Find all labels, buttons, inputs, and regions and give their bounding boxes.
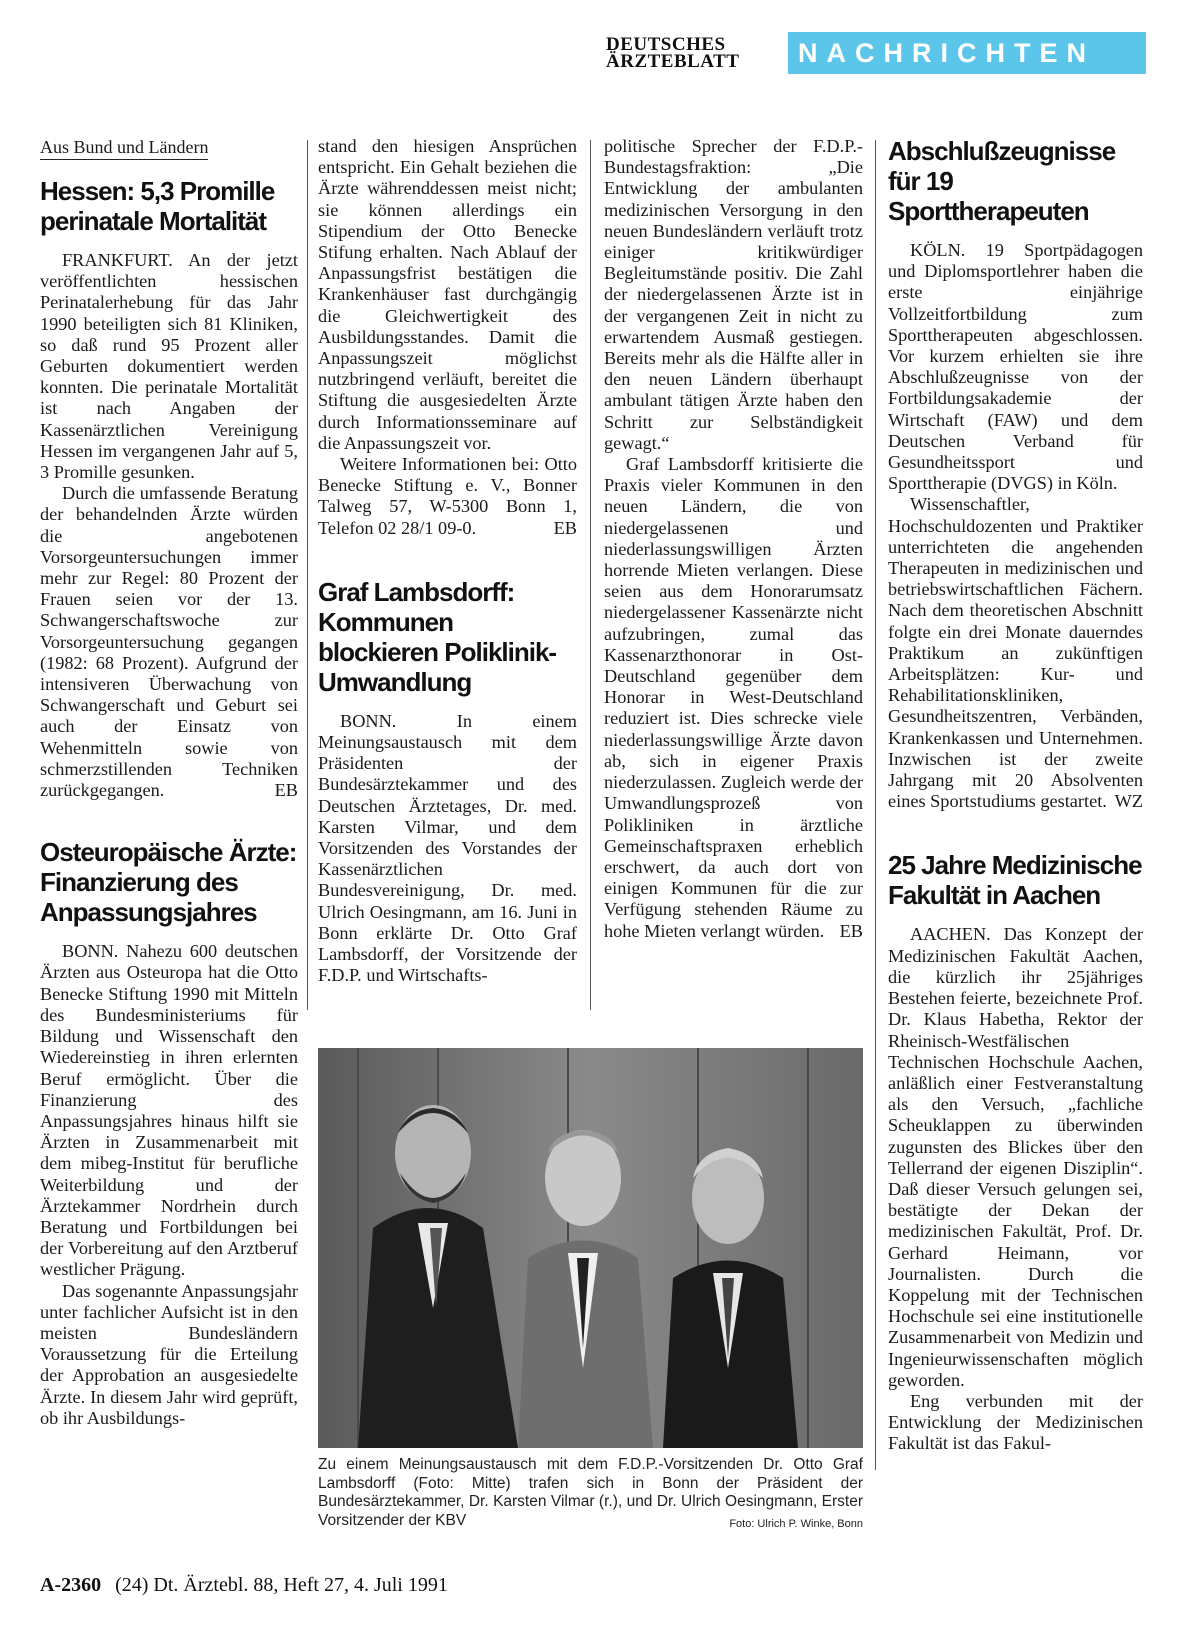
press-photo <box>318 1048 863 1448</box>
article-body: Durch die umfassende Beratung der behandelnden Ärzte würden die angebotenen Vorsorgeuntersuchungen immer mehr zur Regel: 80 Prozent der Frauen seien vor der 13. Schwangerschaftswoche zur Vorsorgeuntersuchung gegangen (1982: 68 Prozent). Aufgrund der intensiveren Überwachung von Schwangerschaft und Geburt sei auch der Einsatz von Wehenmitteln sowie von schmerzstillenden Techniken zurückgegangen. <box>40 483 298 801</box>
author-sign: EB <box>839 920 863 941</box>
column-rule <box>875 140 876 1470</box>
headline-osteuropa: Osteuropäische Ärzte: Finanzierung des Anpassungsjahres <box>40 837 297 928</box>
article-body: BONN. Nahezu 600 deutschen Ärzten aus Osteuropa hat die Otto Benecke Stiftung 1990 mit Mitteln des Bundesministeriums für Bildung und Wissenschaft den Wiedereinstieg in ihren erlernten Beruf ermöglicht. Über die Finanzierung des Anpassungsjahres hinaus hilft sie Ärzten in Zusammenarbeit mit dem mibeg-Institut für berufliche Weiterbildung und der Ärztekammer Nordrhein durch Beratung und Fortbildungen bei der Vorbereitung auf den Arztberuf westlicher Prägung. <box>40 941 298 1280</box>
caption-text: Zu einem Meinungsaustausch mit dem F.D.P.-Vorsitzenden Dr. Otto Graf Lambsdorff (Foto: Mitte) trafen sich in Bonn der Präsident der Bundesärztekammer, Dr. Karsten Vilmar (r.), und Dr. Ulrich Oesingmann, Erster Vorsitzender der KBV <box>318 1456 863 1529</box>
page-number: A-2360 <box>40 1574 102 1596</box>
author-sign: EB <box>553 517 577 538</box>
masthead <box>606 32 1146 78</box>
article-body: stand den hiesigen Ansprüchen entspricht. Ein Gehalt beziehen die Ärzte währenddessen meist nicht; sie können allerdings ein Stipendium der Otto Benecke Stifung erhalten. Nach Ablauf der Anpassungsfrist bestätigen die Krankenhäuser fast durchgängig die Gleichwertigkeit des Ausbildungsstandes. Damit die Anpassungszeit möglichst nutzbringend verläuft, bereitet die Stiftung die ausgesiedelten Ärzte durch Informationsseminare auf die Anpassungszeit vor. <box>318 136 577 453</box>
headline-aachen: 25 Jahre Medizinische Fakultät in Aachen <box>888 850 1142 911</box>
photo-image <box>318 1048 863 1448</box>
photo-caption <box>318 1456 863 1533</box>
article-body: KÖLN. 19 Sportpädagogen und Diplomsportlehrer haben die erste einjährige Vollzeitfortbildung zum Sporttherapeuten abgeschlossen. Vor kurzem erhielten sie ihre Abschlußzeugnisse von der Fortbildungsakademie der Wirtschaft (FAW) und dem Deutschen Verband für Gesundheitssport und Sporttherapie (DVGS) in Köln. <box>888 240 1143 494</box>
author-sign: WZ <box>1114 791 1143 812</box>
article-body: Weitere Informationen bei: Otto Benecke Stiftung e. V., Bonner Talweg 57, W-5300 Bonn 1, Telefon 02 28/1 09-0. <box>318 454 577 538</box>
rubric: Aus Bund und Ländern <box>40 136 208 160</box>
article-body: BONN. In einem Meinungsaustausch mit dem Präsidenten der Bundesärztekammer und des Deutschen Ärztetages, Dr. med. Karsten Vilmar, und dem Vorsitzenden des Vorstandes der Kassenärztlichen Bundesvereinigung, Dr. med. Ulrich Oesingmann, am 16. Juni in Bonn erklärte Dr. Otto Graf Lambsdorff, der Vorsitzende der F.D.P. und Wirtschafts- <box>318 710 577 986</box>
page-footer <box>40 1574 448 1597</box>
article-body: FRANKFURT. An der jetzt veröffentlichten hessischen Perinatalerhebung für das Jahr 1990 beteiligten sich 81 Kliniken, so daß rund 95 Prozent aller Geburten dokumentiert werden konnten. Die perinatale Mortalität ist nach Angaben der Kassenärztlichen Vereinigung Hessen im vergangenen Jahr auf 5, 3 Promille gesunken. <box>40 250 298 483</box>
journal-name <box>606 36 786 70</box>
journal-name-line2: ÄRZTEBLATT <box>606 51 740 72</box>
article-body: Das sogenannte Anpassungsjahr unter fachlicher Aufsicht ist in den meisten Bundesländern Voraussetzung für die Erteilung der Approbation an ausgesiedelte Ärzte. In diesem Jahr wird geprüft, ob ihr Ausbildungs- <box>40 1280 298 1428</box>
headline-sporttherapeuten: Abschlußzeugnisse für 19 Sporttherapeuten <box>888 136 1116 226</box>
column-4 <box>888 136 1143 1455</box>
column-rule <box>590 140 591 1010</box>
headline-lambsdorff: Graf Lambsdorff: Kommunen blockieren Poliklinik-Umwandlung <box>318 576 557 697</box>
column-3 <box>604 136 863 942</box>
journal-name-line1: DEUTSCHES <box>606 34 726 55</box>
issue-info: (24) Dt. Ärztebl. 88, Heft 27, 4. Juli 1991 <box>115 1574 448 1596</box>
headline-hessen: Hessen: 5,3 Promille perinatale Mortalität <box>40 176 275 236</box>
section-band: NACHRICHTEN <box>788 32 1146 74</box>
article-body: AACHEN. Das Konzept der Medizinischen Fakultät Aachen, die kürzlich ihr 25jähriges Bestehen feierte, bezeichnete Prof. Dr. Klaus Habetha, Rektor der Rheinisch-Westfälischen Technischen Hochschule Aachen, anläßlich einer Festveranstaltung als den Versuch, „fachliche Scheuklappen zu überwinden zugunsten des Blickes über den Tellerrand der eigenen Disziplin“. Daß dieser Versuch gelungen sei, bestätigte der Dekan der medizinischen Fakultät, Prof. Dr. Gerhard Heimann, vor Journalisten. Durch die Koppelung mit der Technischen Hochschule sei eine institutionelle Zusammenarbeit von Medizin und Ingenieurwissenschaften möglich geworden. <box>888 924 1143 1390</box>
article-body: Wissenschaftler, Hochschuldozenten und Praktiker unterrichteten die angehenden Therapeuten in medizinischen und betriebswirtschaftlichen Fächern. Nach dem theoretischen Abschnitt folgte ein drei Monate dauerndes Praktikum an zukünftigen Arbeitsplätzen: Kur- und Rehabilitationskliniken, Gesundheitszentren, Verbänden, Krankenkassen und Unternehmen. Inzwischen ist der zweite Jahrgang mit 20 Absolventen eines Sportstudiums gestartet. <box>888 494 1143 812</box>
article-body: Eng verbunden mit der Entwicklung der Medizinischen Fakultät ist das Fakul- <box>888 1390 1143 1454</box>
author-sign: EB <box>274 780 298 801</box>
photo-credit: Foto: Ulrich P. Winke, Bonn <box>729 1517 863 1530</box>
article-body: politische Sprecher der F.D.P.-Bundestagsfraktion: „Die Entwicklung der ambulanten medizinischen Versorgung in den neuen Bundesländern verläuft trotz einiger kritikwürdiger Begleitumstände positiv. Die Zahl der niedergelassenen Ärzte ist in der vergangenen Zeit in nicht zu erwartendem Ausmaß gestiegen. Bereits mehr als die Hälfte aller in den neuen Ländern überhaupt ambulant tätigen Ärzte haben den Schritt zur Selbständigkeit gewagt.“ <box>604 136 863 453</box>
column-1 <box>40 136 298 1429</box>
column-2 <box>318 136 577 987</box>
article-body: Graf Lambsdorff kritisierte die Praxis vieler Kommunen in den neuen Ländern, die von niedergelassenen und niederlassungswilligen Ärzten horrende Mieten verlangen. Diese seien aus dem Honorarumsatz niedergelassener Kassenärzte nicht aufzubringen, zumal das Kassenarzthonorar in Ost-Deutschland gegenüber dem Honorar in West-Deutschland reduziert ist. Dies schrecke viele niederlassungswillige Ärzte davon ab, sich in eigener Praxis niederzulassen. Zugleich werde der Umwandlungsprozeß von Polikliniken in ärztliche Gemeinschaftspraxen erheblich erschwert, da auch dort von einigen Kommunen für die zur Verfügung stehenden Räume zu hohe Mieten verlangt würden. <box>604 454 863 941</box>
column-rule <box>307 140 308 1010</box>
